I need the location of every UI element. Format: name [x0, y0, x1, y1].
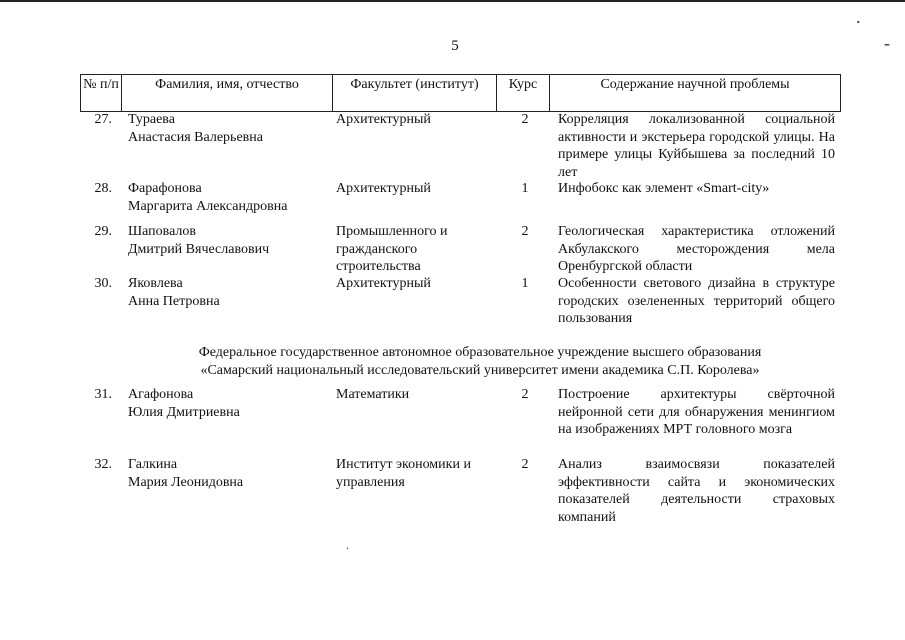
student-name: Яковлева Анна Петровна	[128, 276, 220, 309]
page-top-border	[0, 0, 905, 2]
faculty: Архитектурный	[336, 181, 431, 196]
student-name: Фарафонова Маргарита Александровна	[128, 181, 288, 214]
row-number: 30.	[94, 276, 112, 291]
faculty: Математики	[336, 387, 410, 402]
student-name: Тураева Анастасия Валерьевна	[128, 112, 263, 145]
scan-mark-dot: .	[346, 538, 349, 552]
header-faculty: Факультет (институт)	[333, 75, 497, 111]
course: 2	[521, 224, 529, 239]
scan-mark-tick: -	[884, 33, 890, 53]
course: 2	[521, 387, 529, 402]
course: 2	[521, 457, 529, 472]
scan-mark-dot: .	[856, 7, 861, 27]
row-number: 27.	[94, 112, 112, 127]
header-course: Курс	[497, 75, 550, 111]
course: 1	[521, 276, 529, 291]
row-number: 31.	[94, 387, 112, 402]
faculty: Архитектурный	[336, 112, 431, 127]
research-topic: Анализ взаимосвязи показателей эффективности сайта и экономических показателей деятельности страховых компаний	[558, 457, 835, 525]
header-name: Фамилия, имя, отчество	[122, 75, 333, 111]
student-name: Агафонова Юлия Дмитриевна	[128, 387, 240, 420]
research-topic: Построение архитектуры свёрточной нейронной сети для обнаружения менингиом на изображениях МРТ головного мозга	[558, 387, 835, 437]
course: 1	[521, 181, 529, 196]
faculty: Архитектурный	[336, 276, 431, 291]
research-topic: Особенности светового дизайна в структуре городских озелененных территорий общего пользования	[558, 276, 835, 326]
header-num: № п/п	[81, 75, 122, 111]
faculty: Промышленного и гражданского строительства	[336, 224, 448, 274]
row-number: 32.	[94, 457, 112, 472]
faculty: Институт экономики и управления	[336, 457, 471, 490]
page-number: 5	[451, 38, 459, 54]
student-name: Галкина Мария Леонидовна	[128, 457, 244, 490]
research-topic: Инфобокс как элемент «Smart-city»	[558, 181, 770, 196]
row-number: 29.	[94, 224, 112, 239]
research-topic: Геологическая характеристика отложений Акбулакского месторождения мела Оренбургской области	[558, 224, 835, 274]
header-topic: Содержание научной проблемы	[600, 77, 790, 92]
research-topic: Корреляция локализованной социальной активности и экстерьера городской улицы. На примере улицы Куйбышева за последний 10 лет	[558, 112, 835, 180]
course: 2	[521, 112, 529, 127]
student-name: Шаповалов Дмитрий Вячеславович	[128, 224, 270, 257]
university-section-title: Федеральное государственное автономное образовательное учреждение высшего образования «Самарский национальный исследовательский университет имени академика С.П. Королева»	[198, 345, 762, 378]
row-number: 28.	[94, 181, 112, 196]
table-header	[80, 74, 841, 112]
